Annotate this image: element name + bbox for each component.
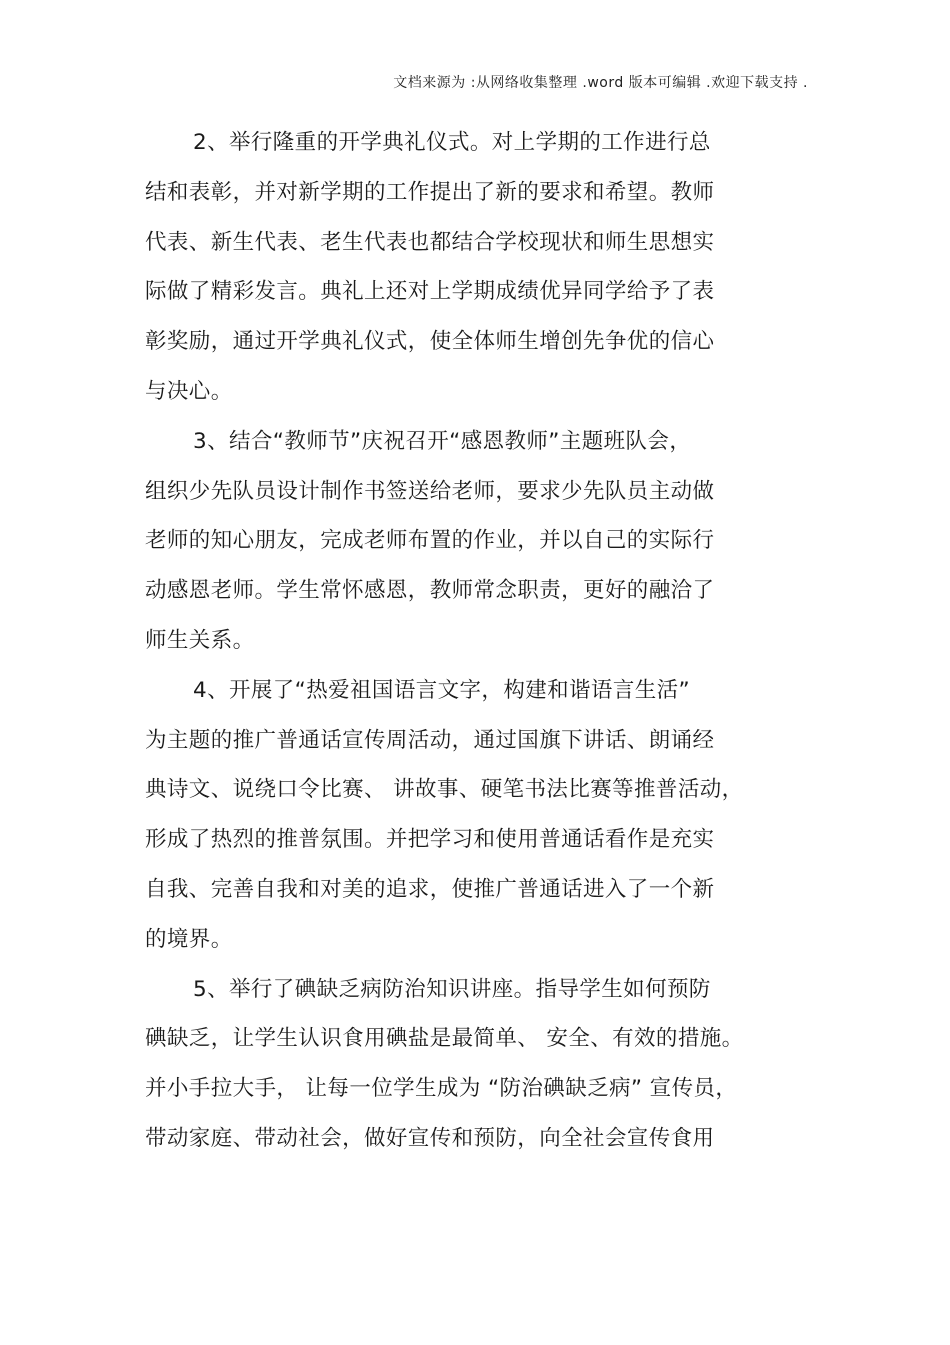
source-note: 文档来源为 :从网络收集整理 .word 版本可编辑 .欢迎下载支持 . [393, 75, 808, 91]
paragraph-2-line-3: 代表、新生代表、老生代表也都结合学校现状和师生思想实 [145, 229, 715, 255]
paragraph-3-line-3: 老师的知心朋友，完成老师布置的作业，并以自己的实际行 [145, 528, 715, 554]
paragraph-5-line-3: 并小手拉大手， 让每一位学生成为 “防治碘缺乏病” 宣传员， [145, 1076, 738, 1102]
paragraph-2-line-2: 结和表彰，并对新学期的工作提出了新的要求和希望。教师 [145, 179, 715, 205]
document-body [145, 118, 825, 1164]
paragraph-2-line-5: 彰奖励，通过开学典礼仪式，使全体师生增创先争优的信心 [145, 329, 715, 355]
paragraph-2-line-4: 际做了精彩发言。典礼上还对上学期成绩优异同学给予了表 [145, 279, 715, 305]
paragraph-2-line-1: 2、举行隆重的开学典礼仪式。对上学期的工作进行总 [193, 130, 711, 155]
paragraph-3-line-5: 师生关系。 [145, 627, 255, 653]
paragraph-3-line-4: 动感恩老师。学生常怀感恩，教师常念职责，更好的融洽了 [145, 578, 715, 604]
paragraph-4-line-4: 形成了热烈的推普氛围。并把学习和使用普通话看作是充实 [145, 827, 715, 853]
paragraph-5-line-1: 5、举行了碘缺乏病防治知识讲座。指导学生如何预防 [193, 976, 711, 1002]
paragraph-4-line-6: 的境界。 [145, 926, 233, 952]
paragraph-3-line-2: 组织少先队员设计制作书签送给老师，要求少先队员主动做 [145, 478, 715, 504]
paragraph-4-line-1: 4、开展了“热爱祖国语言文字，构建和谐语言生活” [193, 677, 691, 703]
paragraph-4-line-2: 为主题的推广普通话宣传周活动，通过国旗下讲话、朗诵经 [145, 727, 715, 753]
paragraph-5-line-4: 带动家庭、带动社会，做好宣传和预防，向全社会宣传食用 [145, 1125, 715, 1151]
paragraph-4-line-3: 典诗文、说绕口令比赛、 讲故事、硬笔书法比赛等推普活动， [145, 777, 744, 803]
paragraph-3-line-1: 3、结合“教师节”庆祝召开“感恩教师”主题班队会， [193, 428, 692, 454]
paragraph-5-line-2: 碘缺乏，让学生认识食用碘盐是最简单、 安全、有效的措施。 [145, 1026, 744, 1052]
paragraph-4-line-5: 自我、完善自我和对美的追求，使推广普通话进入了一个新 [145, 876, 715, 902]
paragraph-2-line-6: 与决心。 [145, 378, 233, 404]
